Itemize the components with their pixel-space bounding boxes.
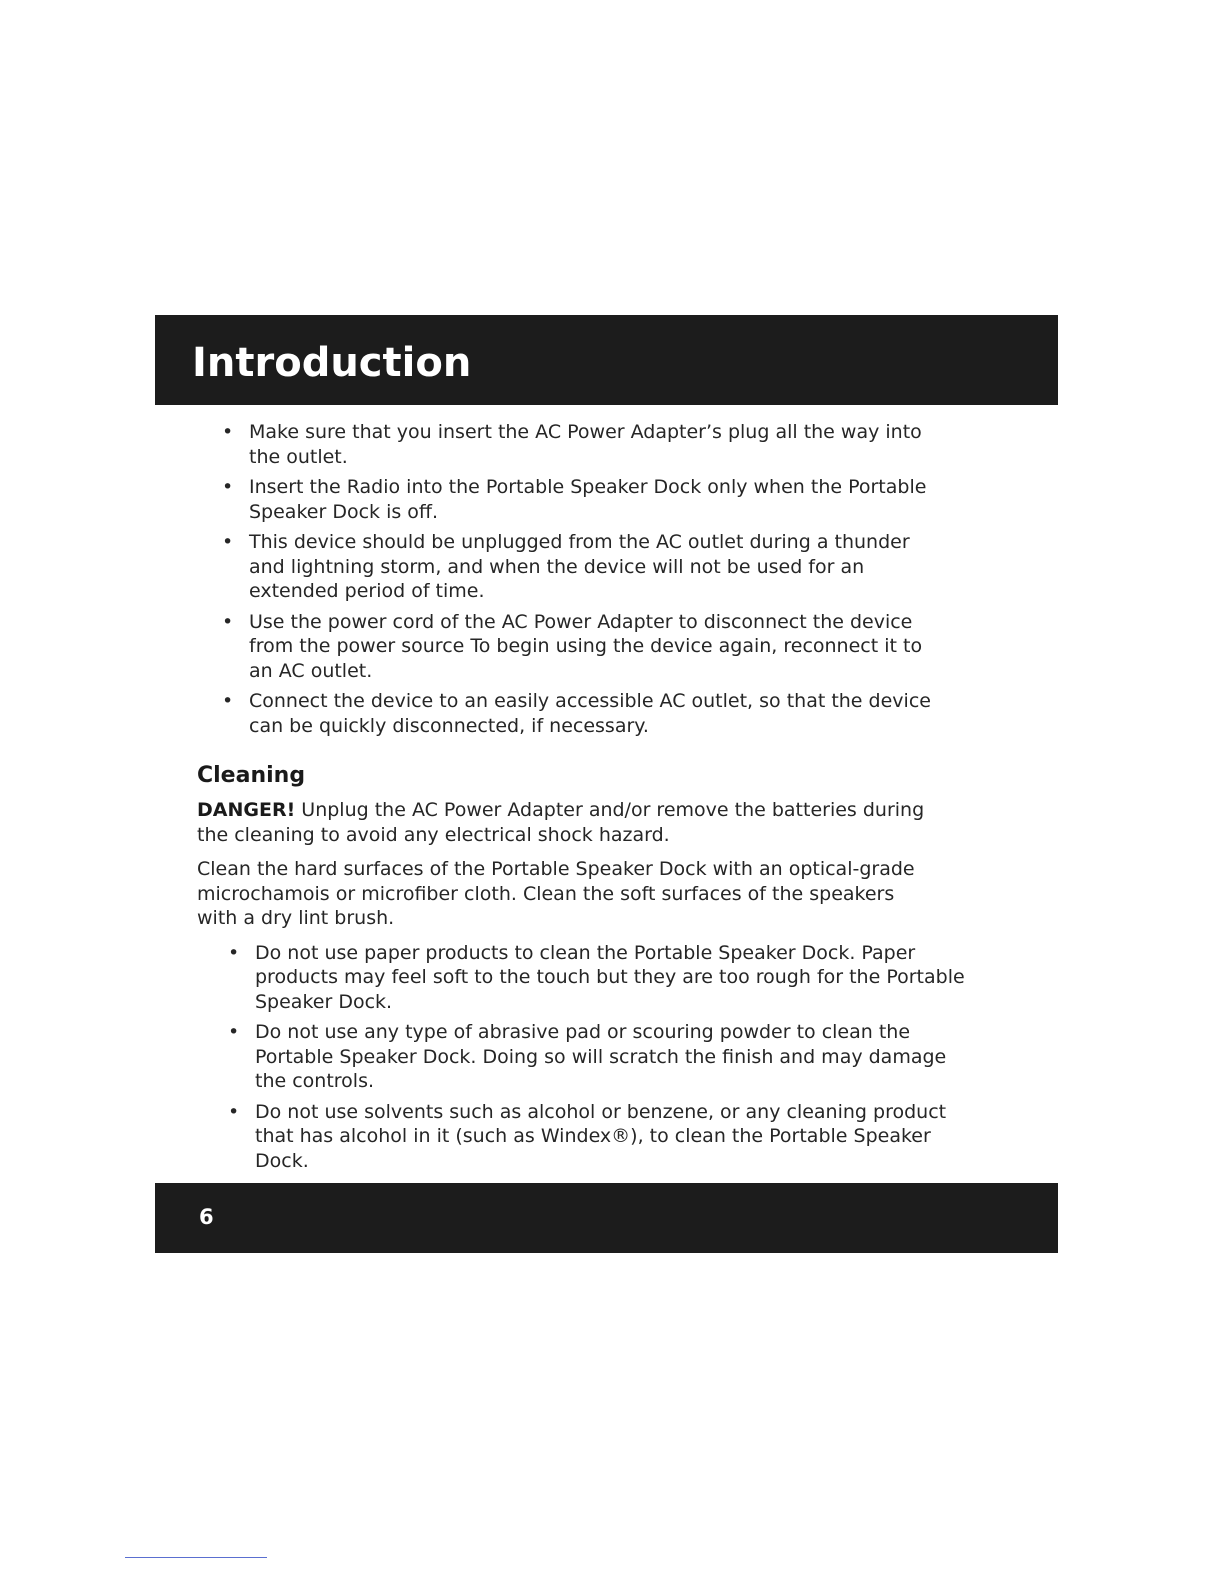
list-item — [197, 420, 987, 469]
cleaning-heading: Cleaning — [197, 763, 306, 788]
list-item-text: Do not use solvents such as alcohol or benzene, or any cleaning product that has alcohol in it (such as Windex®), to clean the Portable Speaker Dock. — [255, 1100, 947, 1172]
list-item — [197, 610, 987, 684]
list-item — [197, 475, 987, 524]
page-content — [197, 420, 987, 1179]
list-item-text: This device should be unplugged from the AC outlet during a thunder and lightning storm, and when the device will not be used for an extended period of time. — [249, 531, 910, 602]
cleaning-bullet-list — [197, 941, 987, 1174]
list-item — [197, 1100, 987, 1174]
bullet-icon: • — [228, 1021, 240, 1043]
bullet-icon: • — [228, 941, 240, 964]
bullet-icon: • — [222, 610, 234, 633]
danger-label: DANGER! — [197, 799, 296, 821]
list-item-text: Do not use paper products to clean the Portable Speaker Dock. Paper products may feel soft to the touch but they are too rough for the Portable Speaker Dock. — [255, 941, 965, 1013]
list-item — [197, 1020, 987, 1094]
list-item-text: Connect the device to an easily accessible AC outlet, so that the device can be quickly disconnected, if necessary. — [249, 690, 931, 737]
section-header-bar — [155, 315, 1058, 405]
cleaning-paragraph: Clean the hard surfaces of the Portable Speaker Dock with an optical-grade microchamois or microfiber cloth. Clean the soft surfaces of the speakers with a dry lint brush. — [197, 858, 915, 929]
page-number: 6 — [199, 1205, 214, 1229]
page-title: Introduction — [192, 340, 472, 386]
bullet-icon: • — [222, 531, 234, 553]
list-item-text: Use the power cord of the AC Power Adapter to disconnect the device from the power source To begin using the device again, reconnect it to an AC outlet. — [249, 610, 923, 682]
list-item — [197, 530, 987, 604]
bullet-icon: • — [228, 1100, 240, 1123]
list-item — [197, 689, 987, 738]
list-item — [197, 941, 987, 1015]
footer-bar — [155, 1183, 1058, 1253]
danger-paragraph — [197, 798, 987, 847]
intro-bullet-list — [197, 420, 987, 738]
bullet-icon: • — [222, 476, 234, 498]
bullet-icon: • — [222, 690, 234, 712]
danger-text: Unplug the AC Power Adapter and/or remove the batteries during the cleaning to avoid any electrical shock hazard. — [197, 799, 925, 846]
list-item-text: Make sure that you insert the AC Power Adapter’s plug all the way into the outlet. — [249, 421, 922, 468]
bullet-icon: • — [222, 421, 234, 443]
corner-divider-line — [125, 1557, 267, 1558]
list-item-text: Do not use any type of abrasive pad or scouring powder to clean the Portable Speaker Dock. Doing so will scratch the finish and may damage the controls. — [255, 1021, 947, 1092]
list-item-text: Insert the Radio into the Portable Speaker Dock only when the Portable Speaker Dock is off. — [249, 476, 927, 523]
